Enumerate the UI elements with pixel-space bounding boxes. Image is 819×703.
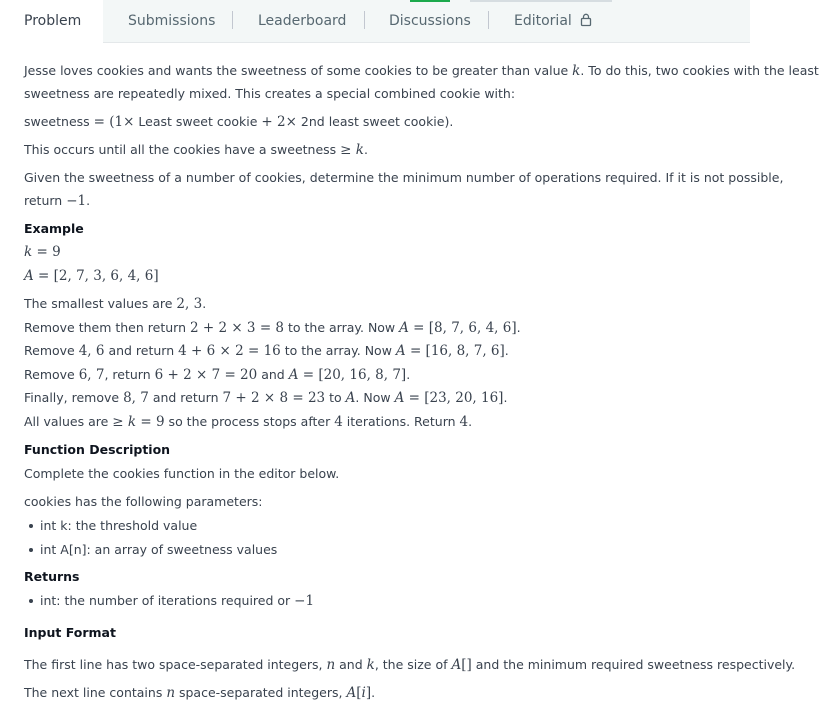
step-text: so the process stops after (164, 414, 335, 429)
input-format-text: space-separated integers, (175, 685, 347, 700)
tab-divider (364, 11, 365, 29)
formula-math: = (1× (93, 114, 135, 130)
intro-text: Jesse loves cookies and wants the sweetness of some cookies to be greater than value (24, 63, 573, 78)
step-text: to (325, 390, 346, 405)
step-text: Remove (24, 343, 79, 358)
returns-heading: Returns (24, 569, 80, 584)
math-expression: = 9 (32, 244, 61, 260)
intro-text: sweetness are repeatedly mixed. This creates a special combined cookie with: (24, 86, 516, 101)
function-description-text: Complete the cookies function in the editor below. (24, 466, 340, 481)
step-text: . (503, 390, 508, 405)
tab-problem-label: Problem (24, 13, 82, 29)
sweetness-formula (24, 113, 453, 131)
step-text: iterations. Return (342, 414, 460, 429)
input-format-text: The next line contains (24, 685, 167, 700)
step-text: . (516, 320, 521, 335)
example-step-3 (24, 342, 509, 360)
intro-text: . (86, 193, 91, 208)
math-geq: ≥ (340, 142, 356, 158)
math-expression: 7 + 2 × 8 = 23 (222, 390, 326, 406)
step-text: . (202, 296, 207, 311)
function-description-heading: Function Description (24, 442, 171, 457)
parameters-intro: cookies has the following parameters: (24, 494, 263, 509)
parameter-item: int A[n]: an array of sweetness values (40, 542, 278, 557)
example-step-2 (24, 319, 521, 337)
bullet-dot (29, 599, 33, 603)
math-var-a: A (395, 343, 406, 359)
math-expression: = [8, 7, 6, 4, 6] (408, 320, 517, 336)
intro-paragraph-line2 (24, 85, 515, 103)
math-var-k: k (127, 414, 137, 430)
step-text: All values are (24, 414, 113, 429)
step-text: . Now (355, 390, 395, 405)
tab-editorial-label: Editorial (514, 13, 572, 29)
task-paragraph-line2 (24, 192, 90, 210)
termination-condition (24, 141, 368, 159)
math-var-a: A (24, 268, 34, 284)
math-expression: 8, 7 (123, 390, 149, 406)
math-expression: 4 (334, 414, 343, 430)
math-expression: 4 + 6 × 2 = 16 (178, 343, 281, 359)
formula-text: sweetness (24, 114, 94, 129)
task-paragraph-line1 (24, 169, 783, 187)
step-text: to the array. Now (280, 343, 396, 358)
intro-text: This occurs until all the cookies have a sweetness (24, 142, 341, 157)
tab-discussions-label: Discussions (389, 13, 471, 29)
step-text: Remove them then return (24, 320, 190, 335)
returns-text: int: the number of iterations required or (40, 593, 295, 608)
math-var-a: A (451, 657, 462, 673)
math-value: −1 (294, 593, 315, 609)
math-expression: = [20, 16, 8, 7] (298, 367, 407, 383)
math-expression: 6 + 2 × 7 = 20 (154, 367, 258, 383)
math-brackets: [ (356, 685, 362, 701)
example-step-1 (24, 295, 206, 313)
math-expression: 4 (459, 414, 469, 430)
math-var-i: i (361, 685, 366, 701)
step-text: . (468, 414, 473, 429)
math-var-a: A (394, 390, 405, 406)
math-expression: = [16, 8, 7, 6] (405, 343, 505, 359)
math-var-a: A (346, 685, 357, 701)
math-expression: 2, 3 (176, 296, 203, 312)
intro-text: . (363, 142, 368, 157)
formula-math: + 2× (261, 114, 297, 130)
math-var-a: A (345, 390, 356, 406)
step-text: , return (104, 367, 155, 382)
math-expression: 6, 7 (78, 367, 105, 383)
math-expression: = [2, 7, 3, 6, 4, 6] (33, 268, 159, 284)
step-text: and return (104, 343, 179, 358)
input-format-text: . (371, 685, 376, 700)
tab-problem[interactable] (0, 0, 103, 43)
input-format-text: and (335, 657, 367, 672)
input-format-heading: Input Format (24, 625, 116, 640)
step-text: Finally, remove (24, 390, 124, 405)
math-brackets: ] (365, 685, 372, 701)
input-format-line-1 (24, 656, 795, 674)
input-format-text: and the minimum required sweetness respectively. (471, 657, 796, 672)
step-text: to the array. Now (284, 320, 400, 335)
example-step-6 (24, 413, 472, 431)
example-k-value (24, 243, 61, 261)
step-text: Remove (24, 367, 79, 382)
tab-editorial[interactable] (514, 0, 592, 42)
intro-text: . To do this, two cookies with the least (580, 63, 819, 78)
intro-paragraph-line1 (24, 62, 819, 80)
tab-submissions[interactable] (128, 0, 215, 42)
step-text: . (504, 343, 509, 358)
math-var-a: A (399, 320, 409, 336)
formula-text: 2nd least sweet cookie). (296, 114, 454, 129)
step-text: and (257, 367, 289, 382)
math-var-k: k (366, 657, 375, 673)
math-var-k: k (24, 244, 33, 260)
intro-text: Given the sweetness of a number of cookies, determine the minimum number of operations required. If it is not possible, (24, 170, 784, 185)
lock-icon (580, 13, 592, 26)
step-text: and return (148, 390, 223, 405)
example-step-5 (24, 389, 507, 407)
problem-tab-bar (0, 0, 750, 43)
math-expression: = [23, 20, 16] (404, 390, 504, 406)
tab-divider (232, 11, 233, 29)
tab-divider (488, 11, 489, 29)
bullet-dot (29, 524, 33, 528)
math-var-k: k (355, 142, 364, 158)
tab-leaderboard[interactable] (258, 0, 346, 42)
math-var-n: n (326, 657, 336, 673)
math-var-k: k (572, 63, 581, 79)
intro-text: return (24, 193, 67, 208)
math-brackets: [] (461, 657, 472, 673)
math-var-n: n (166, 685, 176, 701)
math-geq: ≥ (112, 414, 128, 430)
step-text: The smallest values are (24, 296, 177, 311)
math-var-a: A (288, 367, 299, 383)
returns-item (40, 592, 314, 610)
input-format-text: The first line has two space-separated integers, (24, 657, 327, 672)
step-text: . (406, 367, 411, 382)
example-step-4 (24, 366, 410, 384)
tab-discussions[interactable] (389, 0, 471, 42)
example-heading: Example (24, 221, 84, 236)
math-value: −1 (66, 193, 87, 209)
example-array-value (24, 267, 159, 285)
math-expression: 2 + 2 × 3 = 8 (189, 320, 285, 336)
input-format-text: , the size of (374, 657, 452, 672)
tab-leaderboard-label: Leaderboard (258, 13, 347, 29)
math-expression: = 9 (136, 414, 165, 430)
tab-submissions-label: Submissions (128, 13, 216, 29)
math-expression: 4, 6 (78, 343, 105, 359)
input-format-line-2 (24, 684, 375, 702)
formula-text: Least sweet cookie (134, 114, 262, 129)
parameter-item: int k: the threshold value (40, 518, 198, 533)
bullet-dot (29, 548, 33, 552)
